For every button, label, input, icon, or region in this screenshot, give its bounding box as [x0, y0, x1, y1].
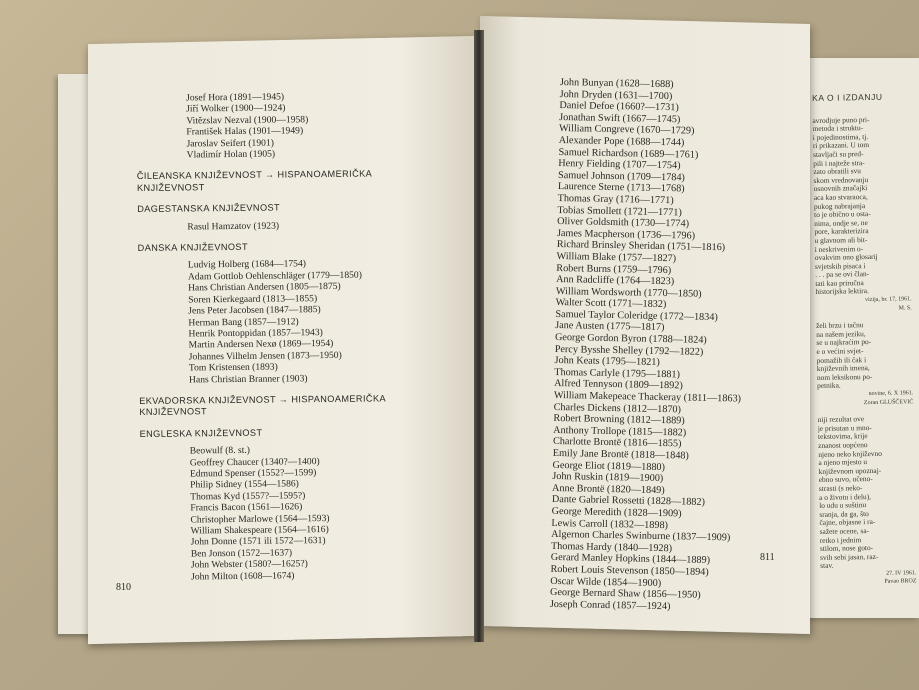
- author-entry: Charlotte Brontë (1816—1855): [552, 436, 682, 450]
- right-page-number: 811: [760, 552, 775, 563]
- author-entry: William Congreve (1670—1729): [558, 123, 695, 137]
- jacket-line: na našem jeziku,: [816, 328, 866, 339]
- author-entry: Tobias Smollett (1721—1771): [557, 204, 682, 218]
- jacket-line: je prisutan u mno-: [817, 422, 872, 433]
- jacket-title: KA O I IZDANJU: [812, 92, 883, 103]
- jacket-line: pomažih ili čak i: [816, 354, 867, 365]
- author-entry: Ann Radcliffe (1764—1823): [556, 274, 675, 288]
- author-entry: Oscar Wilde (1854—1900): [550, 575, 662, 589]
- author-entry: Ludvig Holberg (1684—1754): [187, 258, 307, 271]
- author-entry: Martin Andersen Nexø (1869—1954): [188, 338, 334, 351]
- author-entry: Lewis Carroll (1832—1898): [551, 517, 669, 531]
- author-entry: Philip Sidney (1554—1586): [190, 478, 299, 491]
- section-heading: EKVADORSKA KNJIŽEVNOST → HISPANOAMERIČKA: [139, 393, 387, 406]
- jacket-line: ri prikazani. U tom: [812, 140, 870, 151]
- jacket-line: se u najkraćim po-: [816, 337, 872, 348]
- author-entry: Ben Jonson (1572—1637): [190, 547, 293, 560]
- jacket-line: stavljači su pred-: [812, 149, 864, 159]
- jacket-sig-source-1: vizija, br. 17, 1961.: [865, 296, 912, 304]
- jacket-line: niji rezultat ove: [817, 414, 865, 425]
- author-entry: Edmund Spenser (1552?—1599): [189, 467, 317, 480]
- author-entry: Jiří Wolker (1900—1924): [186, 102, 286, 115]
- author-entry: Francis Bacon (1561—1626): [190, 501, 303, 514]
- right-page-text: [550, 77, 747, 614]
- jacket-sig-name-3: Pavao BROZ: [884, 578, 917, 586]
- author-entry: William Makepeace Thackeray (1811—1863): [553, 389, 742, 405]
- author-entry: Geoffrey Chaucer (1340?—1400): [189, 455, 320, 469]
- author-entry: Percy Bysshe Shelley (1792—1822): [554, 343, 704, 358]
- jacket-line: retko i jednim: [819, 534, 862, 545]
- section-heading: DAGESTANSKA KNJIŽEVNOST: [137, 202, 281, 215]
- author-entry: Thomas Kyd (1557?—1595?): [190, 490, 306, 503]
- author-entry: Alexander Pope (1688—1744): [558, 134, 685, 149]
- jacket-line: svjetskih pisaca i: [814, 260, 866, 271]
- author-entry: Hans Christian Andersen (1805—1875): [187, 281, 341, 294]
- jacket-line: zato obratili svu: [813, 166, 862, 177]
- author-entry: Thomas Gray (1716—1771): [557, 192, 674, 207]
- jacket-review-2: [816, 320, 919, 391]
- author-entry: Anthony Trollope (1815—1882): [553, 424, 687, 439]
- jacket-line: tekstovima, krije: [817, 431, 868, 442]
- jacket-line: avrodjuje puno pri-: [812, 114, 870, 125]
- author-entry: Samuel Taylor Coleridge (1772—1834): [555, 308, 718, 323]
- jacket-line: to je obično u osta-: [814, 209, 871, 220]
- jacket-line: historijska lektira.: [815, 286, 869, 297]
- left-page-text: [136, 90, 388, 583]
- author-entry: Henry Fielding (1707—1754): [558, 158, 681, 172]
- section-heading: ČILEANSKA KNJIŽEVNOST → HISPANOAMERIČKA: [136, 168, 373, 182]
- jacket-line: i pojedinostima, tj.: [812, 131, 869, 142]
- author-entry: Samuel Johnson (1709—1784): [558, 169, 685, 184]
- jacket-review-3: [818, 414, 919, 570]
- author-entry: Laurence Sterne (1713—1768): [557, 181, 685, 195]
- author-entry: George Gordon Byron (1788—1824): [554, 332, 707, 346]
- author-entry: Robert Browning (1812—1889): [553, 413, 685, 427]
- author-entry: William Wordsworth (1770—1850): [555, 285, 702, 300]
- jacket-line: ebno suvo, učeno-: [818, 474, 873, 485]
- author-entry: Vladimír Holan (1905): [186, 148, 276, 161]
- section-heading: KNJIŽEVNOST: [136, 182, 205, 193]
- author-entry: Thomas Carlyle (1795—1881): [554, 366, 681, 381]
- jacket-line: stav.: [820, 560, 834, 571]
- jacket-line: književnih imena,: [816, 363, 870, 374]
- author-entry: John Donne (1571 ili 1572—1631): [190, 535, 326, 548]
- author-entry: Richard Brinsley Sheridan (1751—1816): [556, 239, 726, 254]
- jacket-line: ovakvim ono glosarij: [814, 251, 878, 263]
- jacket-line: pukog nabrajanja: [813, 200, 866, 211]
- jacket-line: tati kao priručna: [815, 278, 864, 288]
- author-entry: Johannes Vilhelm Jensen (1873—1950): [188, 349, 342, 363]
- jacket-line: nom leksikonu po-: [816, 371, 873, 382]
- author-entry: George Meredith (1828—1909): [551, 505, 682, 520]
- jacket-line: skom vrednovanju: [813, 174, 869, 185]
- author-entry: Henrik Pontoppidan (1857—1943): [188, 326, 323, 340]
- author-entry: Jonathan Swift (1667—1745): [559, 111, 681, 126]
- author-entry: Rasul Hamzatov (1923): [187, 220, 280, 233]
- author-entry: John Keats (1795—1821): [554, 355, 660, 369]
- jacket-sig-date-3: 27. IV 1961.: [886, 570, 917, 577]
- author-entry: William Shakespeare (1564—1616): [190, 524, 329, 537]
- jacket-line: aca kao stvaraoca,: [813, 191, 868, 202]
- author-entry: František Halas (1901—1949): [186, 125, 304, 138]
- author-entry: Hans Christian Branner (1903): [188, 372, 308, 385]
- author-entry: Gerard Manley Hopkins (1844—1889): [550, 552, 711, 567]
- dust-jacket-text: [812, 92, 919, 588]
- author-entry: Jaroslav Seifert (1901): [186, 137, 274, 150]
- jacket-line: njeno neko književno: [818, 448, 882, 459]
- author-entry: Beowulf (8. st.): [189, 444, 251, 457]
- author-entry: James Macpherson (1736—1796): [556, 227, 696, 242]
- jacket-line: pore, karakterizira: [814, 226, 869, 237]
- jacket-line: želi brzu i tačnu: [815, 320, 864, 331]
- jacket-line: svih sebi jasan, raz-: [820, 551, 879, 562]
- jacket-line: nima, ondje se, ne: [814, 217, 868, 228]
- jacket-line: . . . pa se ovi član-: [815, 269, 870, 280]
- jacket-line: i neskrivenim o-: [814, 243, 864, 254]
- jacket-line: petnika.: [817, 380, 841, 391]
- author-entry: Adam Gottlob Oehlenschläger (1779—1850): [187, 269, 362, 283]
- author-entry: Anne Brontë (1820—1849): [551, 482, 665, 496]
- author-entry: John Milton (1608—1674): [191, 569, 295, 583]
- jacket-line: metoda i struktu-: [812, 123, 864, 134]
- author-entry: William Blake (1757—1827): [556, 250, 677, 265]
- author-entry: John Ruskin (1819—1900): [552, 471, 664, 485]
- author-entry: Dante Gabriel Rossetti (1828—1882): [551, 494, 706, 509]
- author-entry: Vitězslav Nezval (1900—1958): [186, 114, 309, 127]
- author-entry: John Bunyan (1628—1688): [559, 77, 674, 91]
- jacket-line: osnovnih značajki: [813, 183, 868, 194]
- author-entry: George Bernard Shaw (1856—1950): [549, 587, 701, 601]
- author-entry: John Webster (1580?—1625?): [190, 558, 308, 571]
- jacket-line: pili i najteže stra-: [813, 157, 865, 168]
- jacket-line: znanost uopćeno: [818, 440, 868, 450]
- author-entry: Oliver Goldsmith (1730—1774): [557, 216, 690, 230]
- jacket-sig-name-2: Zoran GLUŠČEVIĆ: [863, 398, 914, 406]
- left-page-number: 810: [116, 582, 131, 593]
- author-entry: Josef Hora (1891—1945): [185, 91, 285, 104]
- author-entry: Walter Scott (1771—1832): [555, 297, 667, 311]
- jacket-sig-initials-1: M. S.: [898, 304, 912, 312]
- jacket-line: književnom upoznaj-: [818, 465, 882, 476]
- author-entry: Thomas Hardy (1840—1928): [550, 540, 673, 554]
- author-entry: Robert Burns (1759—1796): [556, 262, 672, 276]
- author-entry: George Eliot (1819—1880): [552, 459, 666, 473]
- author-entry: Daniel Defoe (1660?—1731): [559, 100, 679, 114]
- author-entry: Herman Bang (1857—1912): [188, 315, 299, 328]
- jacket-line: sranja, da ga, što: [819, 508, 869, 519]
- author-entry: John Dryden (1631—1700): [559, 88, 673, 102]
- jacket-line: a njeno mjesto u: [818, 457, 868, 468]
- section-heading: KNJIŽEVNOST: [139, 406, 208, 418]
- author-entry: Emily Jane Brontë (1818—1848): [552, 447, 689, 462]
- jacket-line: a o životu i delu),: [818, 491, 872, 502]
- book-spine: [474, 30, 484, 642]
- author-entry: Alfred Tennyson (1809—1892): [554, 378, 683, 392]
- author-entry: Charles Dickens (1812—1870): [553, 401, 682, 416]
- jacket-sig-source-2: novine, 6. X 1961.: [868, 390, 914, 398]
- author-entry: Algernon Charles Swinburne (1837—1909): [551, 529, 731, 544]
- section-heading: ENGLESKA KNJIŽEVNOST: [139, 427, 263, 439]
- author-entry: Robert Louis Stevenson (1850—1894): [550, 563, 709, 578]
- author-entry: Jens Peter Jacobsen (1847—1885): [188, 304, 321, 317]
- jacket-line: u glavnom ali bit-: [814, 234, 868, 245]
- author-entry: Soren Kierkegaard (1813—1855): [188, 292, 318, 306]
- jacket-line: e o većini svjet-: [816, 346, 864, 356]
- author-entry: Samuel Richardson (1689—1761): [558, 146, 699, 161]
- section-heading: DANSKA KNJIŽEVNOST: [137, 241, 248, 254]
- jacket-line: stilom, nose goto-: [819, 543, 874, 554]
- author-entry: Tom Kristensen (1893): [188, 361, 278, 374]
- jacket-line: sažete ocene, sa-: [819, 525, 870, 536]
- jacket-line: lo udu u suštinu: [819, 500, 867, 511]
- jacket-review-1: [812, 115, 919, 297]
- author-entry: Jane Austen (1775—1817): [555, 320, 665, 334]
- author-entry: Joseph Conrad (1857—1924): [549, 598, 671, 612]
- jacket-line: čajne, objasne i ra-: [819, 517, 876, 528]
- author-entry: Christopher Marlowe (1564—1593): [190, 512, 330, 526]
- jacket-line: strasti (s neko-: [818, 483, 863, 493]
